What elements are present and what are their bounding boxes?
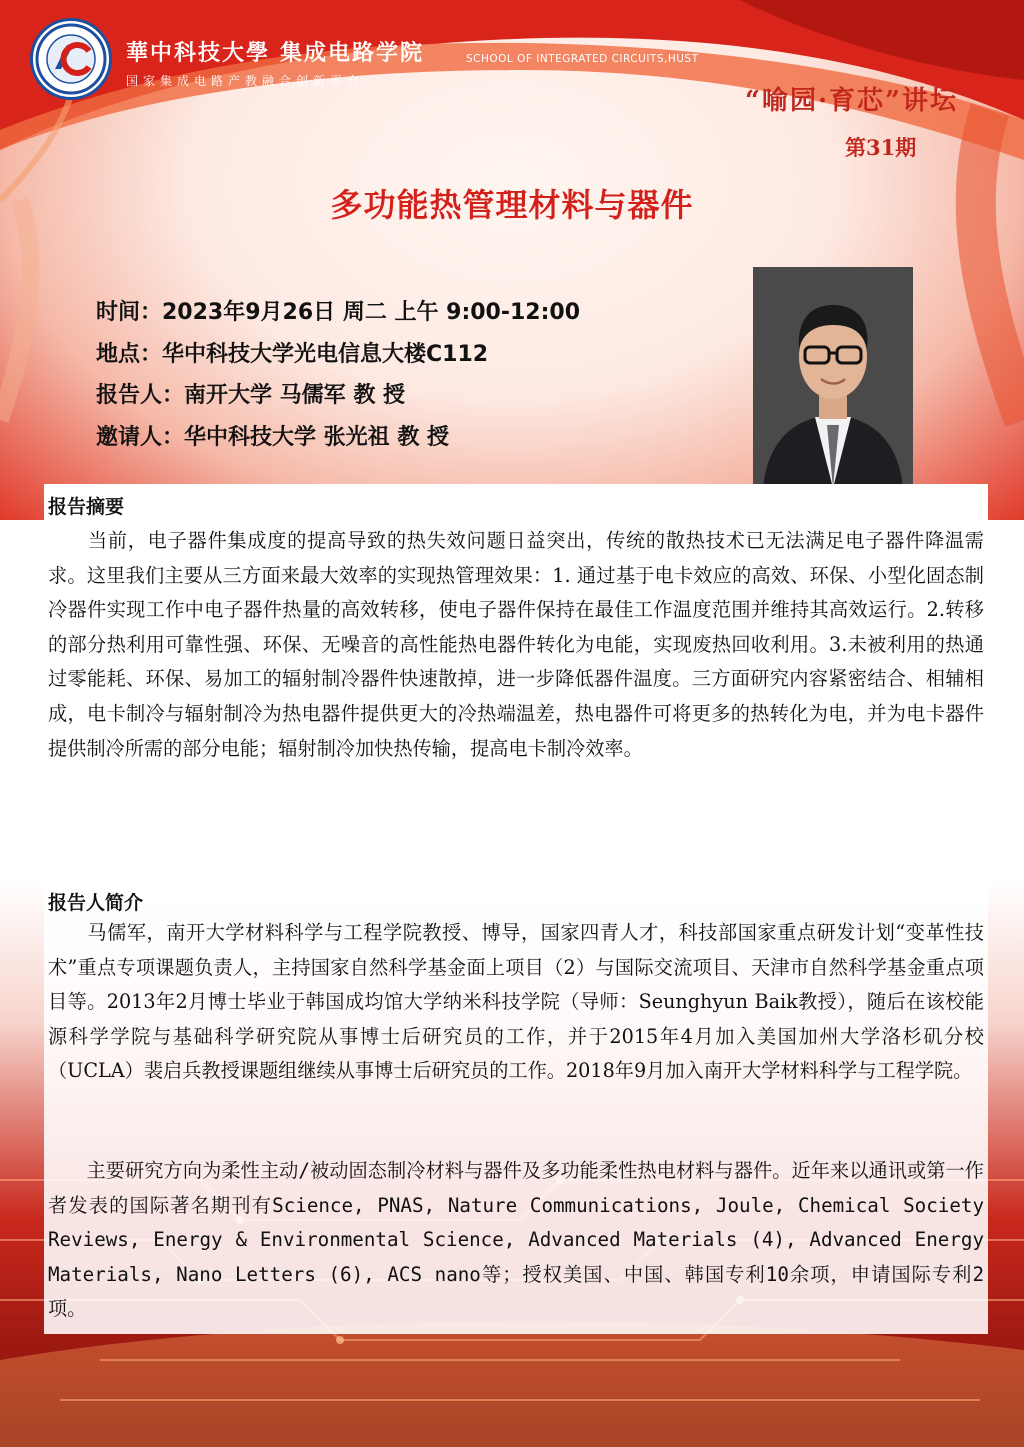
abstract-section: [44, 484, 988, 860]
bio-heading: 报告人简介: [48, 892, 144, 914]
issue-number: 第31期: [845, 135, 917, 160]
university-logo: [30, 18, 112, 100]
lecture-info: [96, 294, 736, 460]
bio-paragraph-2: 主要研究方向为柔性主动/被动固态制冷材料与器件及多功能柔性热电材料与器件。近年来以通讯或第一作者发表的国际著名期刊有Science, PNAS, Nature Communications, Joule, Chemical Society Reviews, Energy & Environmental Science, Advanced Materials (4), Advanced Energy Materials, Nano Letters (6), ACS nano等；授权美国、中国、韩国专利10余项，申请国际专利2项。: [48, 1159, 984, 1321]
school-name: 集成电路学院: [280, 41, 425, 66]
bio-section: [44, 880, 988, 1334]
lecture-title: 多功能热管理材料与器件: [330, 186, 694, 224]
speaker-portrait-illustration: [753, 267, 913, 488]
forum-series: “喻园·育芯”讲坛: [745, 86, 958, 116]
ic-logo-icon: [33, 21, 109, 97]
abstract-heading: 报告摘要: [48, 496, 125, 518]
info-time: 时间：2023年9月26日 周二 上午 9:00-12:00: [96, 300, 581, 325]
info-location: 地点：华中科技大学光电信息大楼C112: [96, 341, 489, 367]
brand-main: [126, 36, 424, 67]
info-speaker: 报告人：南开大学 马儒军 教 授: [96, 383, 405, 408]
abstract-text: 当前，电子器件集成度的提高导致的热失效问题日益突出，传统的散热技术已无法满足电子器件降温需求。这里我们主要从三方面来最大效率的实现热管理效果：1. 通过基于电卡效应的高效、环保、小型化固态制冷器件实现工作中电子器件热量的高效转移，使电子器件保持在最佳工作温度范围并维持其高效运行。2.转移的部分热利用可靠性强、环保、无噪音的高性能热电器件转化为电能，实现废热回收利用。3.未被利用的热通过零能耗、环保、易加工的辐射制冷器件快速散掉，进一步降低器件温度。三方面研究内容紧密结合、相辅相成，电卡制冷与辐射制冷为热电器件提供更大的冷热端温差，热电器件可将更多的热转化为电，并为电卡器件提供制冷所需的部分电能；辐射制冷加快热传输，提高电卡制冷效率。: [48, 529, 984, 760]
bio-paragraph-1: 马儒军，南开大学材料科学与工程学院教授、博导，国家四青人才，科技部国家重点研发计划“变革性技术”重点专项课题负责人，主持国家自然科学基金面上项目（2）与国际交流项目、天津市自然科学基金重点项目等。2013年2月博士毕业于韩国成均馆大学纳米科技学院（导师：Seunghyun Baik教授），随后在该校能源科学学院与基础科学研究院从事博士后研究员的工作，并于2015年4月加入美国加州大学洛杉矶分校（UCLA）裴启兵教授课题组继续从事博士后研究员的工作。2018年9月加入南开大学材料科学与工程学院。: [48, 921, 984, 1083]
school-english-name: SCHOOL OF INTEGRATED CIRCUITS,HUST: [466, 53, 699, 65]
university-name: 華中科技大學: [126, 41, 271, 66]
platform-name: 国家集成电路产教融合创新平台: [126, 74, 365, 88]
info-inviter: 邀请人：华中科技大学 张光祖 教 授: [96, 424, 449, 450]
speaker-photo: [753, 267, 913, 488]
